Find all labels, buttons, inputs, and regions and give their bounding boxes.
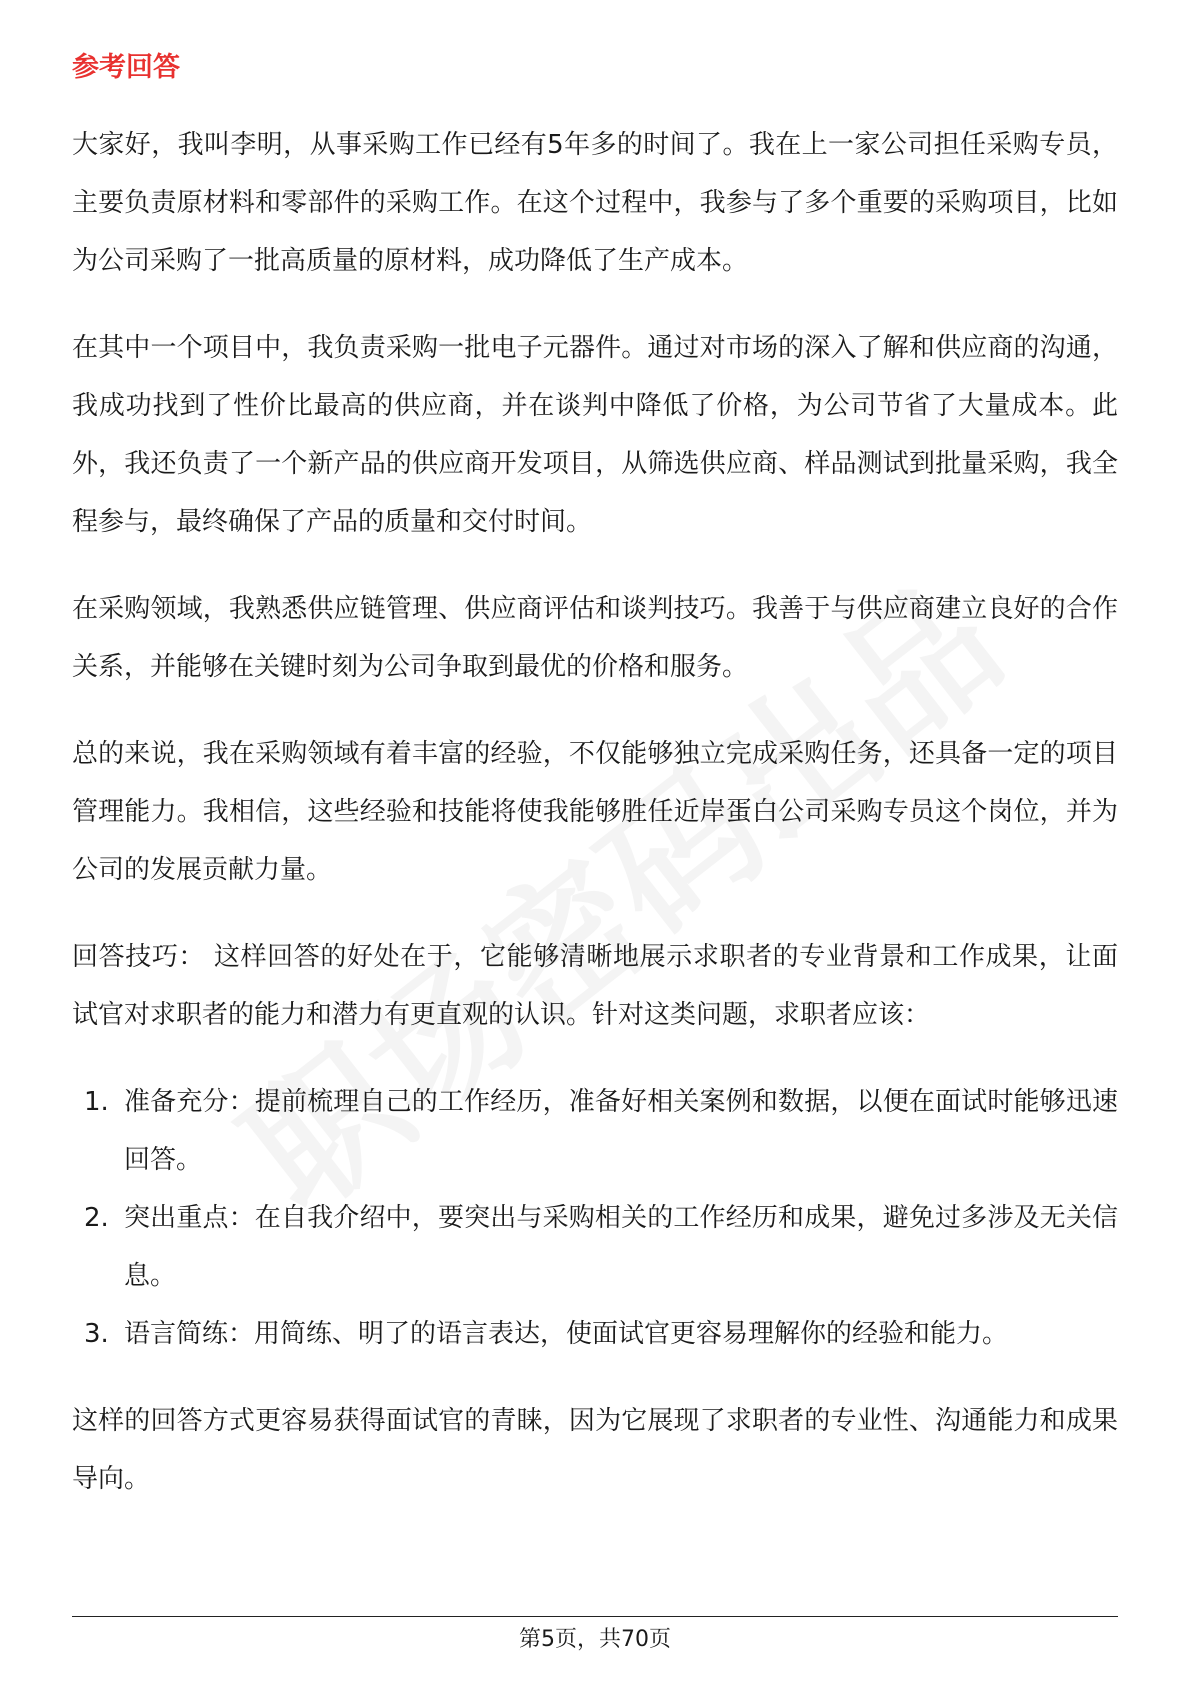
section-title: 参考回答 <box>72 52 180 83</box>
paragraph-tips-intro: 回答技巧： 这样回答的好处在于，它能够清晰地展示求职者的专业背景和工作成果，让面试官对求职者的能力和潜力有更直观的认识。针对这类问题，求职者应该： <box>72 942 1118 1030</box>
paragraph-closing: 这样的回答方式更容易获得面试官的青睐，因为它展现了求职者的专业性、沟通能力和成果导向。 <box>72 1406 1118 1494</box>
document-body <box>72 116 1118 1537</box>
paragraph-intro: 大家好，我叫李明，从事采购工作已经有5年多的时间了。我在上一家公司担任采购专员，主要负责原材料和零部件的采购工作。在这个过程中，我参与了多个重要的采购项目，比如为公司采购了一批高质量的原材料，成功降低了生产成本。 <box>72 130 1118 276</box>
paragraph-summary: 总的来说，我在采购领域有着丰富的经验，不仅能够独立完成采购任务，还具备一定的项目管理能力。我相信，这些经验和技能将使我能够胜任近岸蛋白公司采购专员这个岗位，并为公司的发展贡献力量。 <box>72 739 1118 885</box>
page-number: 第5页，共70页 <box>519 1627 671 1652</box>
list-item-number: 3. <box>84 1319 109 1349</box>
list-item-number: 1. <box>84 1087 109 1117</box>
list-item <box>84 1073 1118 1189</box>
list-item <box>84 1305 1118 1363</box>
list-item-text: 准备充分：提前梳理自己的工作经历，准备好相关案例和数据，以便在面试时能够迅速回答。 <box>124 1087 1118 1175</box>
list-item-text: 语言简练：用简练、明了的语言表达，使面试官更容易理解你的经验和能力。 <box>124 1319 1009 1349</box>
paragraph-project: 在其中一个项目中，我负责采购一批电子元器件。通过对市场的深入了解和供应商的沟通，我成功找到了性价比最高的供应商，并在谈判中降低了价格，为公司节省了大量成本。此外，我还负责了一个新产品的供应商开发项目，从筛选供应商、样品测试到批量采购，我全程参与，最终确保了产品的质量和交付时间。 <box>72 333 1118 537</box>
footer-divider <box>72 1616 1118 1617</box>
tips-list <box>72 1073 1118 1363</box>
list-item <box>84 1189 1118 1305</box>
list-item-number: 2. <box>84 1203 109 1233</box>
paragraph-skills: 在采购领域，我熟悉供应链管理、供应商评估和谈判技巧。我善于与供应商建立良好的合作关系，并能够在关键时刻为公司争取到最优的价格和服务。 <box>72 594 1118 682</box>
list-item-text: 突出重点：在自我介绍中，要突出与采购相关的工作经历和成果，避免过多涉及无关信息。 <box>124 1203 1118 1291</box>
